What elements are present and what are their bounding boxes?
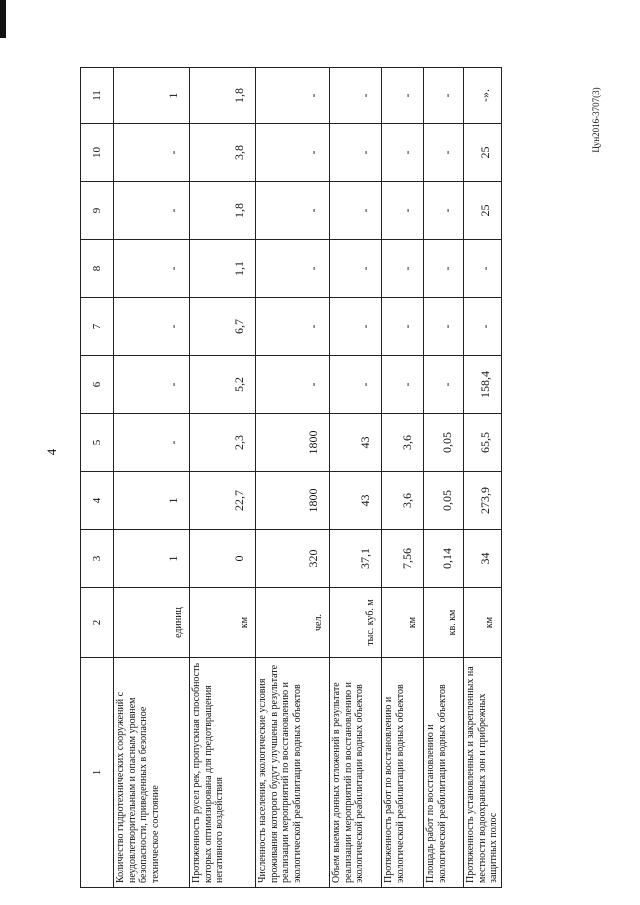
rotated-table-container — [80, 68, 499, 888]
value-cell: 34 — [464, 530, 502, 588]
value-cell: - — [424, 298, 464, 356]
table-row — [190, 68, 256, 888]
value-cell: 5,2 — [190, 356, 256, 414]
value-cell: 3,8 — [190, 124, 256, 182]
value-cell: 1,8 — [190, 182, 256, 240]
unit-cell: км — [382, 588, 424, 658]
value-cell: 1800 — [256, 472, 330, 530]
value-cell: - — [382, 240, 424, 298]
header-cell: 8 — [81, 240, 114, 298]
document-id: Цун2016-3707(3) — [591, 87, 601, 153]
value-cell: - — [382, 182, 424, 240]
header-cell: 2 — [81, 588, 114, 658]
value-cell: - — [330, 68, 382, 124]
value-cell: 0 — [190, 530, 256, 588]
value-cell: 2,3 — [190, 414, 256, 472]
value-cell: - — [114, 356, 190, 414]
value-cell: 7,56 — [382, 530, 424, 588]
value-cell: 1 — [114, 472, 190, 530]
value-cell: - — [382, 124, 424, 182]
value-cell: 320 — [256, 530, 330, 588]
scan-edge-mark — [0, 0, 6, 38]
unit-cell: единиц — [114, 588, 190, 658]
value-cell: - — [114, 240, 190, 298]
unit-cell: км — [190, 588, 256, 658]
indicator-cell: Количество гидротехнических сооружений с неудовлетворительным и опасным уровнем безопасности, приведенных в безопасное техническое состояние — [114, 658, 190, 888]
value-cell: - — [256, 298, 330, 356]
value-cell: - — [256, 356, 330, 414]
indicator-cell: Площадь работ по восстановлению и экологической реабилитации водных объектов — [424, 658, 464, 888]
value-cell: 6,7 — [190, 298, 256, 356]
header-cell: 7 — [81, 298, 114, 356]
value-cell: - — [114, 298, 190, 356]
value-cell: - — [114, 414, 190, 472]
value-cell: - — [382, 68, 424, 124]
value-cell: - — [464, 298, 502, 356]
value-cell: - — [256, 68, 330, 124]
value-cell: 3,6 — [382, 414, 424, 472]
value-cell: 25 — [464, 182, 502, 240]
value-cell: - — [256, 182, 330, 240]
value-cell: - — [256, 240, 330, 298]
unit-cell: кв. км — [424, 588, 464, 658]
header-row — [81, 68, 114, 888]
value-cell: - — [256, 124, 330, 182]
header-cell: 3 — [81, 530, 114, 588]
value-cell: 158,4 — [464, 356, 502, 414]
value-cell: - — [464, 240, 502, 298]
table-row — [114, 68, 190, 888]
value-cell: - — [330, 182, 382, 240]
page-number: 4 — [44, 448, 59, 456]
value-cell: 43 — [330, 414, 382, 472]
value-cell: 25 — [464, 124, 502, 182]
header-cell: 4 — [81, 472, 114, 530]
indicator-cell: Протяженность установленных и закрепленных на местности водоохранных зон и прибрежных защитных полос — [464, 658, 502, 888]
unit-cell: км — [464, 588, 502, 658]
value-cell: 37,1 — [330, 530, 382, 588]
value-cell: 43 — [330, 472, 382, 530]
value-cell: - — [424, 124, 464, 182]
value-cell: - — [424, 182, 464, 240]
value-cell: - — [424, 68, 464, 124]
header-cell: 10 — [81, 124, 114, 182]
header-cell: 5 — [81, 414, 114, 472]
indicator-cell: Протяженность работ по восстановлению и экологической реабилитации водных объектов — [382, 658, 424, 888]
value-cell: - — [330, 240, 382, 298]
value-cell: - — [382, 356, 424, 414]
unit-cell: тыс. куб. м — [330, 588, 382, 658]
value-cell: -». — [464, 68, 502, 124]
table-row — [382, 68, 424, 888]
table-row — [256, 68, 330, 888]
header-cell: 1 — [81, 658, 114, 888]
indicator-cell: Объем выемки донных отложений в результате реализации мероприятий по восстановлению и экологической реабилитации водных объектов — [330, 658, 382, 888]
unit-cell: чел. — [256, 588, 330, 658]
indicator-cell: Протяженность русел рек, пропускная способность которых оптимизирована для предотвращения негативного воздействия — [190, 658, 256, 888]
value-cell: - — [330, 124, 382, 182]
value-cell: 3,6 — [382, 472, 424, 530]
value-cell: - — [424, 240, 464, 298]
header-cell: 9 — [81, 182, 114, 240]
value-cell: - — [382, 298, 424, 356]
indicators-table — [80, 67, 502, 888]
table-row — [424, 68, 464, 888]
indicator-cell: Численность населения, экологические условия проживания которого будут улучшены в результате реализации мероприятий по восстановлению и экологической реабилитации водных объектов — [256, 658, 330, 888]
value-cell: 65,5 — [464, 414, 502, 472]
value-cell: 1 — [114, 68, 190, 124]
header-cell: 11 — [81, 68, 114, 124]
value-cell: - — [114, 182, 190, 240]
value-cell: - — [330, 298, 382, 356]
value-cell: 0,05 — [424, 414, 464, 472]
table-row — [464, 68, 502, 888]
value-cell: - — [330, 356, 382, 414]
value-cell: 1 — [114, 530, 190, 588]
value-cell: 0,14 — [424, 530, 464, 588]
value-cell: - — [424, 356, 464, 414]
header-cell: 6 — [81, 356, 114, 414]
value-cell: 1,8 — [190, 68, 256, 124]
table-row — [330, 68, 382, 888]
value-cell: 1,1 — [190, 240, 256, 298]
value-cell: 273,9 — [464, 472, 502, 530]
value-cell: 0,05 — [424, 472, 464, 530]
value-cell: 22,7 — [190, 472, 256, 530]
value-cell: - — [114, 124, 190, 182]
value-cell: 1800 — [256, 414, 330, 472]
